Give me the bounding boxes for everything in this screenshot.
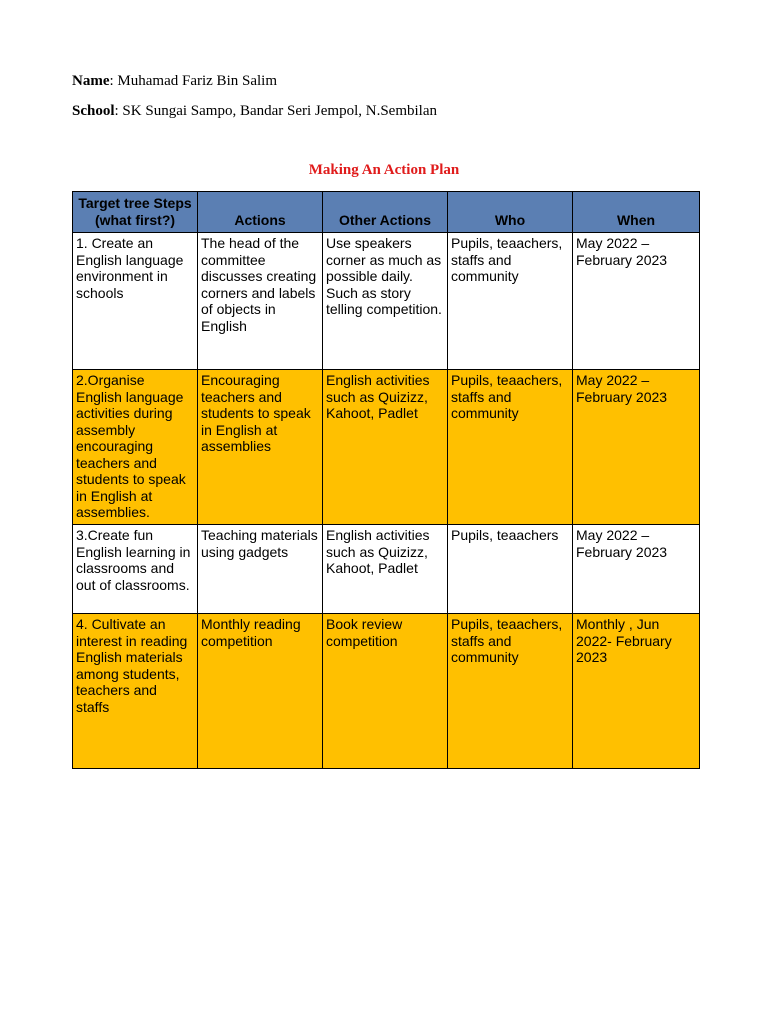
step-cell: 1. Create an English language environment in schools [73,233,198,370]
table-row [73,525,700,614]
column-header-steps: Target tree Steps (what first?) [73,192,198,233]
other-actions-cell: English activities such as Quizizz, Kahoot, Padlet [323,525,448,614]
column-header-actions: Actions [198,192,323,233]
other-actions-cell: Use speakers corner as much as possible daily. Such as story telling competition. [323,233,448,370]
school-value: : SK Sungai Sampo, Bandar Seri Jempol, N.Sembilan [114,103,437,119]
other-actions-cell: Book review competition [323,614,448,769]
when-cell: May 2022 – February 2023 [573,233,700,370]
step-cell: 4. Cultivate an interest in reading English materials among students, teachers and staffs [73,614,198,769]
name-line [72,73,277,90]
step-cell: 2.Organise English language activities during assembly encouraging teachers and students to speak in English at assemblies. [73,370,198,525]
action-plan-table [72,191,700,769]
school-label: School [72,103,115,119]
column-header-other-actions: Other Actions [323,192,448,233]
step-cell: 3.Create fun English learning in classrooms and out of classrooms. [73,525,198,614]
who-cell: Pupils, teaachers, staffs and community [448,614,573,769]
who-cell: Pupils, teaachers, staffs and community [448,233,573,370]
column-header-when: When [573,192,700,233]
actions-cell: Monthly reading competition [198,614,323,769]
table-row [73,614,700,769]
when-cell: May 2022 – February 2023 [573,370,700,525]
actions-cell: Teaching materials using gadgets [198,525,323,614]
table-header-row [73,192,700,233]
other-actions-cell: English activities such as Quizizz, Kahoot, Padlet [323,370,448,525]
name-value: : Muhamad Fariz Bin Salim [109,73,277,89]
when-cell: May 2022 – February 2023 [573,525,700,614]
column-header-who: Who [448,192,573,233]
who-cell: Pupils, teaachers, staffs and community [448,370,573,525]
name-label: Name [72,73,110,89]
actions-cell: Encouraging teachers and students to speak in English at assemblies [198,370,323,525]
table-row [73,370,700,525]
actions-cell: The head of the committee discusses creating corners and labels of objects in English [198,233,323,370]
who-cell: Pupils, teaachers [448,525,573,614]
table-row [73,233,700,370]
page-title: Making An Action Plan [308,162,460,178]
when-cell: Monthly , Jun 2022- February 2023 [573,614,700,769]
school-line [72,103,437,120]
